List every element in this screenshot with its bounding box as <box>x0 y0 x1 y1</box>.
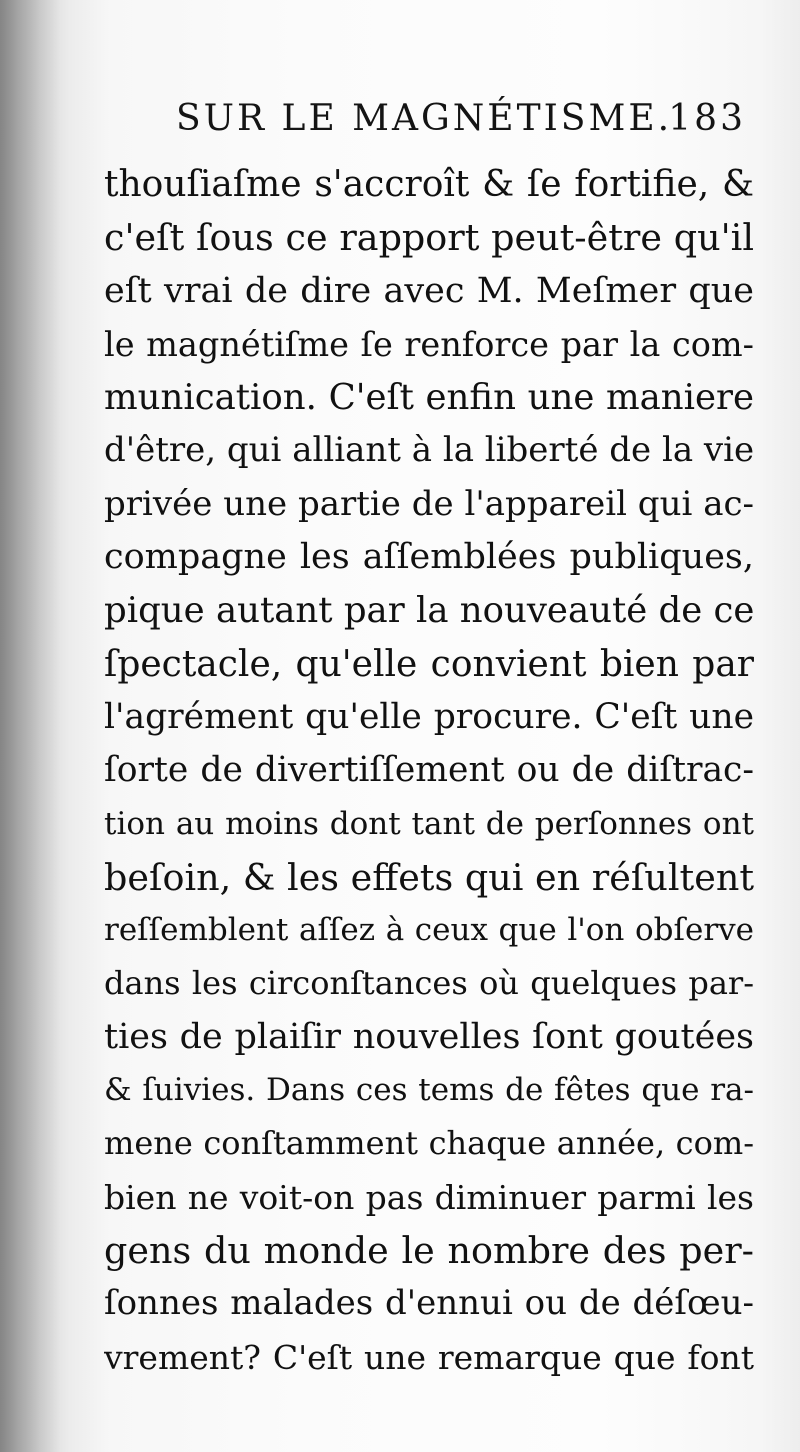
text-line: eſt vrai de dire avec M. Meſmer que <box>104 270 754 311</box>
text-line: beſoin, & les effets qui en réſultent <box>104 855 754 899</box>
text-line: ties de plaiſir nouvelles ſont goutées <box>104 1016 754 1057</box>
text-line: reſſemblent aſſez à ceux que l'on obſerve <box>104 912 754 949</box>
text-line: gens du monde le nombre des per- <box>104 1228 754 1272</box>
text-line: privée une partie de l'appareil qui ac- <box>104 483 754 524</box>
text-line: pique autant par la nouveauté de ce <box>104 590 754 632</box>
body-text <box>104 158 754 1384</box>
text-line: c'eſt ſous ce rapport peut-être qu'il <box>104 216 754 260</box>
text-line: thouſiaſme s'accroît & ſe fortifie, & <box>104 164 754 205</box>
text-line: ſonnes malades d'ennui ou de déſœu- <box>104 1283 754 1324</box>
text-line: munication. C'eſt enfin une maniere <box>104 377 754 419</box>
text-line: d'être, qui alliant à la liberté de la vie <box>104 430 754 471</box>
text-line: ſpectacle, qu'elle convient bien par <box>104 643 754 685</box>
text-line: mene conſtamment chaque année, com- <box>104 1124 754 1163</box>
text-line: ſorte de divertiſſement ou de diſtrac- <box>104 750 754 791</box>
text-line: & ſuivies. Dans ces tems de fêtes que ra- <box>104 1072 754 1109</box>
running-head <box>176 98 766 150</box>
text-line: tion au moins dont tant de perſonnes ont <box>104 805 754 842</box>
text-line: dans les circonſtances où quelques par- <box>104 964 754 1003</box>
text-line: l'agrément qu'elle procure. C'eſt une <box>104 696 754 737</box>
running-head-title: SUR LE MAGNÉTISME. <box>176 98 673 139</box>
text-line: compagne les aſſemblées publiques, <box>104 537 754 578</box>
text-line: le magnétiſme ſe renforce par la com- <box>104 324 754 364</box>
text-line: vrement? C'eſt une remarque que font <box>104 1337 754 1377</box>
gutter-shadow <box>0 0 60 1452</box>
page-number: 183 <box>668 98 746 139</box>
text-line: bien ne voit-on pas diminuer parmi les <box>104 1177 754 1217</box>
